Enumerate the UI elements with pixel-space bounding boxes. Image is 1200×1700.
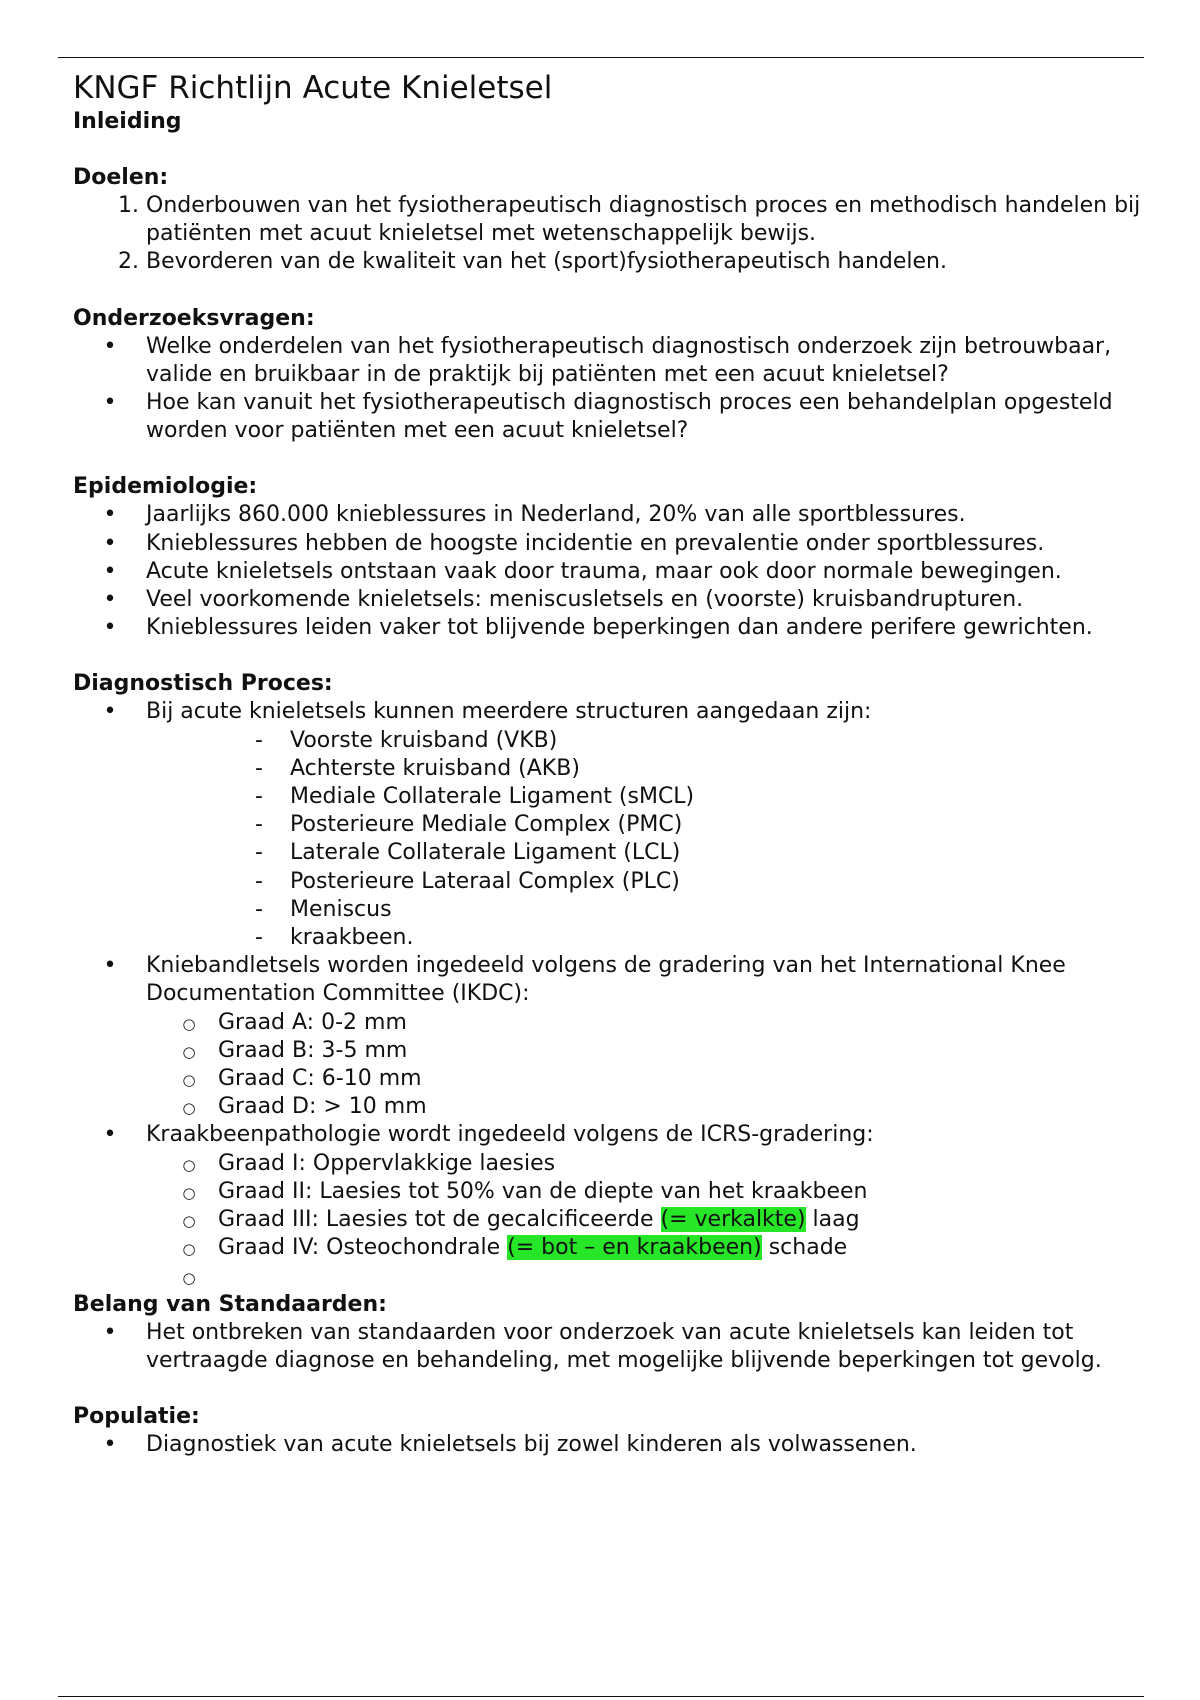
bullet-icon: • — [103, 530, 117, 556]
bullet-icon: • — [103, 699, 117, 725]
list-number: 2. — [118, 249, 139, 275]
section-doelen — [73, 164, 1153, 277]
highlighted-text: (= bot – en kraakbeen) — [507, 1235, 762, 1261]
icrs-grade-item: ○ Graad IV: Osteochondrale (= bot – en kraakbeen) schade — [73, 1234, 1153, 1262]
dash-icon: - — [255, 925, 263, 951]
structure-item: - Voorste kruisband (VKB) — [73, 727, 1153, 755]
structure-item: - Posterieure Mediale Complex (PMC) — [73, 811, 1153, 839]
dash-icon: - — [255, 755, 263, 781]
bullet-icon: • — [103, 390, 117, 416]
circle-bullet-icon: ○ — [182, 1014, 196, 1033]
top-rule — [58, 57, 1144, 58]
circle-bullet-icon: ○ — [182, 1071, 196, 1090]
list-item: • Hoe kan vanuit het fysiotherapeutisch diagnostisch proces een behandelplan opgesteld worden voor patiënten met een acuut knieletsel? — [73, 389, 1153, 445]
ikdc-grade-item: ○ Graad A: 0-2 mm — [73, 1009, 1153, 1037]
bullet-list — [73, 501, 1153, 642]
bullet-icon: • — [103, 1432, 117, 1458]
section-diagnostisch-proces — [73, 670, 1153, 1290]
structure-item: - Laterale Collaterale Ligament (LCL) — [73, 839, 1153, 867]
structure-item: - Posterieure Lateraal Complex (PLC) — [73, 868, 1153, 896]
dash-icon: - — [255, 727, 263, 753]
bullet-list — [73, 1121, 1153, 1149]
list-item: • Veel voorkomende knieletsels: meniscusletsels en (voorste) kruisbandrupturen. — [73, 586, 1153, 614]
icrs-grade-item: ○ Graad I: Oppervlakkige laesies — [73, 1150, 1153, 1178]
bullet-icon: • — [103, 587, 117, 613]
ikdc-grade-list — [73, 1009, 1153, 1122]
structure-item: - Achterste kruisband (AKB) — [73, 755, 1153, 783]
section-onderzoeksvragen — [73, 305, 1153, 446]
list-number: 1. — [118, 193, 139, 218]
bullet-list — [73, 698, 1153, 726]
dash-icon: - — [255, 812, 263, 838]
structure-item: - Meniscus — [73, 896, 1153, 924]
highlighted-text: (= verkalkte) — [660, 1207, 806, 1233]
bottom-rule — [58, 1696, 1144, 1697]
section-heading: Diagnostisch Proces: — [73, 671, 333, 697]
section-heading: Belang van Standaarden: — [73, 1291, 387, 1317]
dash-icon: - — [255, 840, 263, 866]
dash-icon: - — [255, 868, 263, 894]
bullet-icon: • — [103, 502, 117, 528]
bullet-icon: • — [103, 1122, 117, 1148]
document-subtitle: Inleiding — [73, 109, 182, 134]
section-heading: Onderzoeksvragen: — [73, 305, 315, 331]
bullet-list — [73, 333, 1153, 446]
section-belang-van-standaarden — [73, 1291, 1153, 1375]
icrs-grade-item: ○ Graad II: Laesies tot 50% van de diepte van het kraakbeen — [73, 1178, 1153, 1206]
section-heading: Epidemiologie: — [73, 474, 258, 500]
circle-bullet-icon: ○ — [182, 1268, 196, 1287]
list-item: • Diagnostiek van acute knieletsels bij zowel kinderen als volwassenen. — [73, 1431, 1153, 1459]
structures-list — [73, 727, 1153, 953]
bullet-icon: • — [103, 333, 117, 359]
document-title: KNGF Richtlijn Acute Knieletsel — [73, 70, 553, 106]
bullet-list — [73, 952, 1153, 1008]
list-item: 2. Bevorderen van de kwaliteit van het (sport)fysiotherapeutisch handelen. — [73, 248, 1153, 276]
dash-icon: - — [255, 896, 263, 922]
list-item: • Bij acute knieletsels kunnen meerdere structuren aangedaan zijn: — [73, 698, 1153, 726]
dash-icon: - — [255, 784, 263, 810]
bullet-icon: • — [103, 615, 117, 641]
list-item: • Kniebandletsels worden ingedeeld volgens de gradering van het International Knee Documentation Committee (IKDC): — [73, 952, 1153, 1008]
bullet-icon: • — [103, 558, 117, 584]
circle-bullet-icon: ○ — [182, 1042, 196, 1061]
circle-bullet-icon: ○ — [182, 1155, 196, 1174]
section-heading: Doelen: — [73, 165, 169, 190]
document-body — [73, 68, 1153, 1487]
list-item: • Kraakbeenpathologie wordt ingedeeld volgens de ICRS-gradering: — [73, 1121, 1153, 1149]
section-populatie — [73, 1403, 1153, 1459]
structure-item: - kraakbeen. — [73, 924, 1153, 952]
empty-grade-item — [73, 1263, 1153, 1291]
list-item: • Jaarlijks 860.000 knieblessures in Nederland, 20% van alle sportblessures. — [73, 501, 1153, 529]
ikdc-grade-item: ○ Graad D: > 10 mm — [73, 1093, 1153, 1121]
list-item: • Knieblessures hebben de hoogste incidentie en prevalentie onder sportblessures. — [73, 530, 1153, 558]
circle-bullet-icon: ○ — [182, 1183, 196, 1202]
circle-bullet-icon: ○ — [182, 1212, 196, 1231]
bullet-list — [73, 1431, 1153, 1459]
list-item: • Knieblessures leiden vaker tot blijvende beperkingen dan andere perifere gewrichten. — [73, 614, 1153, 642]
bullet-icon: • — [103, 953, 117, 979]
list-item: 1. Onderbouwen van het fysiotherapeutisch diagnostisch proces en methodisch handelen bij patiënten met acuut knieletsel met wetenschappelijk bewijs. — [73, 192, 1153, 248]
list-item: • Welke onderdelen van het fysiotherapeutisch diagnostisch onderzoek zijn betrouwbaar, valide en bruikbaar in de praktijk bij patiënten met een acuut knieletsel? — [73, 333, 1153, 389]
section-epidemiologie — [73, 473, 1153, 642]
icrs-grade-item: ○ Graad III: Laesies tot de gecalcificeerde (= verkalkte) laag — [73, 1206, 1153, 1234]
section-heading: Populatie: — [73, 1404, 200, 1430]
circle-bullet-icon: ○ — [182, 1099, 196, 1118]
structure-item: - Mediale Collaterale Ligament (sMCL) — [73, 783, 1153, 811]
icrs-grade-list — [73, 1150, 1153, 1291]
bullet-list — [73, 1319, 1153, 1375]
list-item: • Het ontbreken van standaarden voor onderzoek van acute knieletsels kan leiden tot vertraagde diagnose en behandeling, met mogelijke blijvende beperkingen tot gevolg. — [73, 1319, 1153, 1375]
ikdc-grade-item: ○ Graad B: 3-5 mm — [73, 1037, 1153, 1065]
numbered-list — [73, 192, 1153, 277]
bullet-icon: • — [103, 1319, 117, 1345]
circle-bullet-icon: ○ — [182, 1240, 196, 1259]
ikdc-grade-item: ○ Graad C: 6-10 mm — [73, 1065, 1153, 1093]
list-item: • Acute knieletsels ontstaan vaak door trauma, maar ook door normale bewegingen. — [73, 558, 1153, 586]
